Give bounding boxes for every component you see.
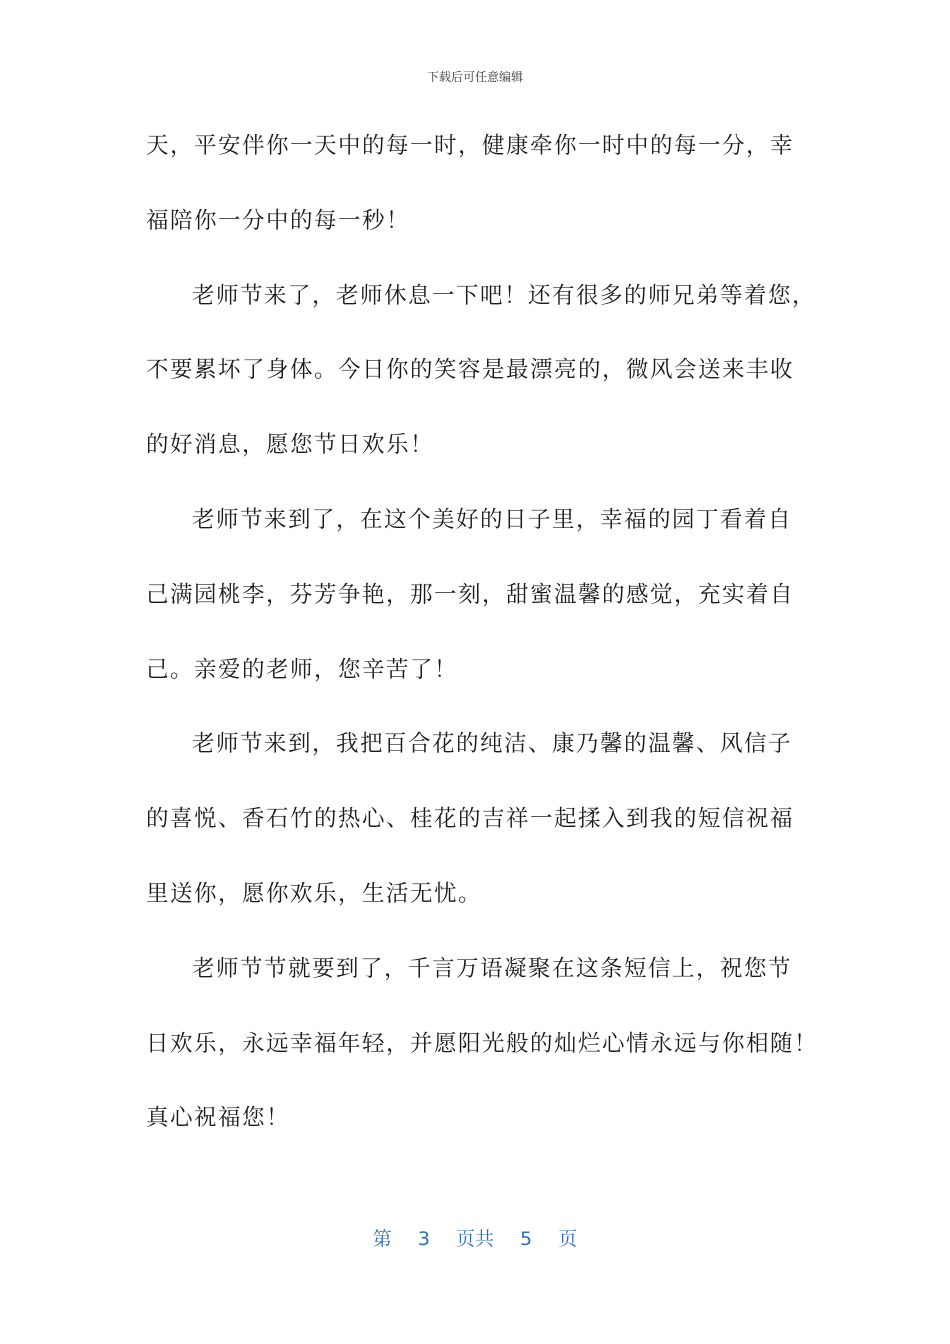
page-header: 下载后可任意编辑 bbox=[426, 70, 523, 84]
text-line: 日欢乐，永远幸福年轻，并愿阳光般的灿烂心情永远与你相随！ bbox=[146, 1030, 819, 1057]
footer-middle: 页共 bbox=[455, 1228, 494, 1250]
text-line: 老师节来到，我把百合花的纯洁、康乃馨的温馨、风信子 bbox=[192, 731, 793, 758]
text-line: 里送你，愿你欢乐，生活无忧。 bbox=[146, 880, 483, 907]
text-line: 福陪你一分中的每一秒！ bbox=[146, 207, 411, 234]
text-line: 不要累坏了身体。今日你的笑容是最漂亮的，微风会送来丰收 bbox=[146, 357, 795, 384]
document-body bbox=[146, 120, 819, 1167]
total-pages-number: 5 bbox=[520, 1228, 533, 1250]
text-line: 老师节来到了，在这个美好的日子里，幸福的园丁看着自 bbox=[192, 506, 793, 533]
text-line: 老师节来了，老师休息一下吧！还有很多的师兄弟等着您， bbox=[192, 282, 817, 309]
text-line: 老师节节就要到了，千言万语凝聚在这条短信上，祝您节 bbox=[192, 955, 793, 982]
text-line: 的喜悦、香石竹的热心、桂花的吉祥一起揉入到我的短信祝福 bbox=[146, 806, 795, 833]
text-line: 真心祝福您！ bbox=[146, 1105, 291, 1132]
text-line: 己满园桃李，芬芳争艳，那一刻，甜蜜温馨的感觉，充实着自 bbox=[146, 581, 795, 608]
text-line: 天，平安伴你一天中的每一时，健康牵你一时中的每一分，幸 bbox=[146, 133, 795, 159]
text-line: 己。亲爱的老师，您辛苦了！ bbox=[146, 656, 459, 683]
page-number-footer bbox=[0, 1224, 950, 1251]
footer-prefix: 第 bbox=[372, 1228, 392, 1250]
current-page-number: 3 bbox=[417, 1228, 430, 1250]
text-line: 的好消息，愿您节日欢乐！ bbox=[146, 432, 435, 459]
footer-suffix: 页 bbox=[558, 1228, 578, 1250]
